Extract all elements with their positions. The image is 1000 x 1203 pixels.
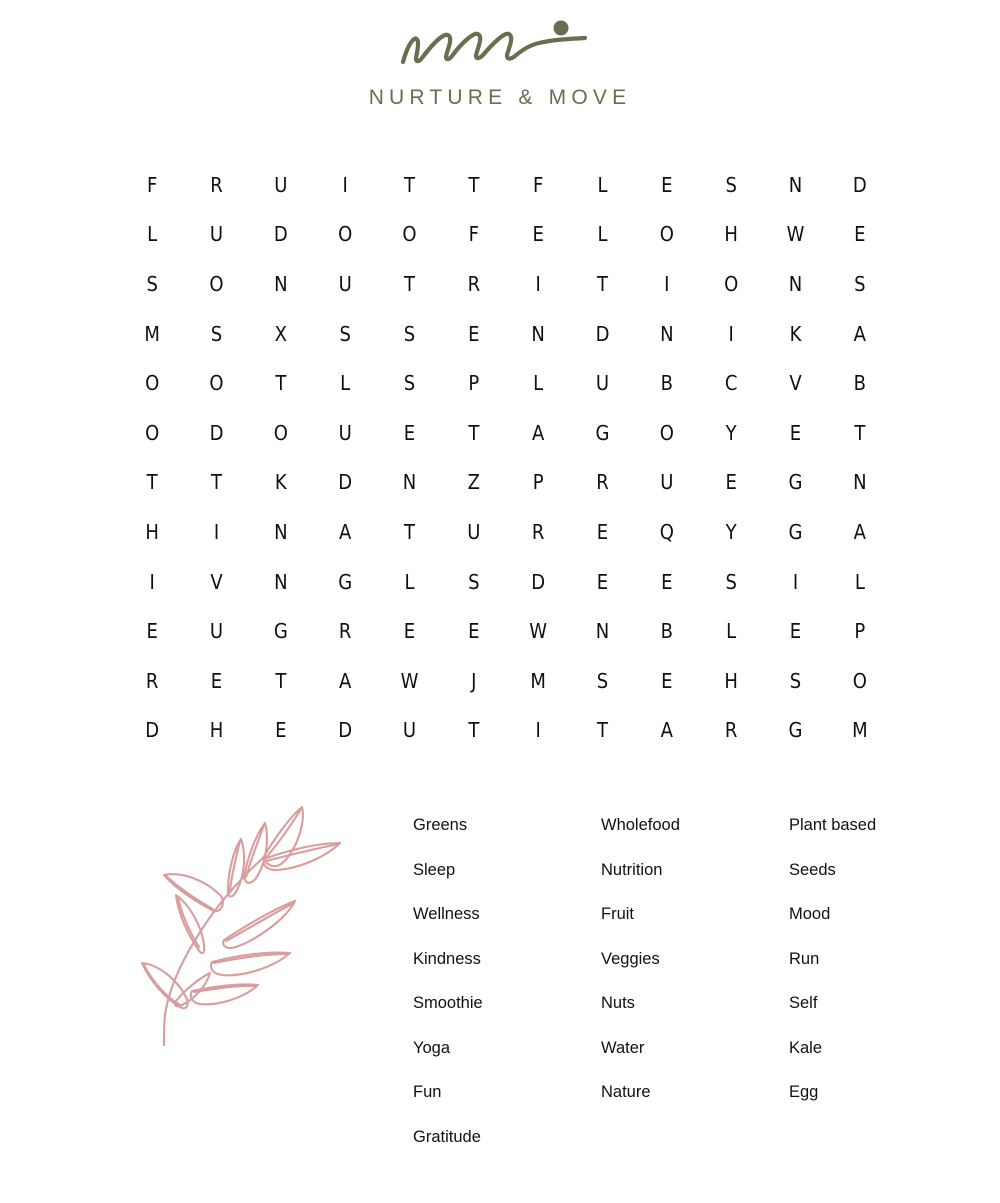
grid-cell-r3-c5[interactable]: T [403,271,415,296]
grid-cell-r7-c6[interactable]: Z [467,470,480,495]
grid-cell-r5-c5[interactable]: S [403,371,416,396]
grid-cell-r5-c9[interactable]: B [660,371,673,396]
grid-cell-r8-c6[interactable]: U [467,519,481,544]
word-list-item[interactable]: Nuts [601,994,635,1012]
grid-cell-r11-c5[interactable]: W [400,668,419,693]
brand-header [0,0,1000,140]
leaf-branch-icon [140,795,355,1050]
grid-cell-r6-c4[interactable]: U [338,420,352,445]
grid-cell-r12-c3[interactable]: E [275,718,287,743]
grid-cell-r6-c2[interactable]: D [209,420,224,445]
grid-cell-r12-c2[interactable]: H [209,718,224,743]
grid-cell-r5-c4[interactable]: L [340,371,351,396]
grid-cell-r4-c6[interactable]: E [468,321,480,346]
grid-cell-r9-c10[interactable]: S [725,569,737,594]
word-list-item[interactable]: Fun [413,1083,442,1101]
grid-cell-r1-c2[interactable]: R [210,172,223,197]
grid-cell-r5-c6[interactable]: P [468,371,480,396]
grid-cell-r12-c10[interactable]: R [724,718,738,743]
grid-cell-r2-c2[interactable]: U [209,222,224,247]
word-list-item[interactable]: Nutrition [601,860,663,879]
grid-cell-r6-c5[interactable]: E [403,420,416,445]
grid-cell-r8-c10[interactable]: Y [725,519,737,544]
word-list-item[interactable]: Greens [413,816,468,834]
grid-cell-r6-c8[interactable]: G [595,420,610,445]
grid-cell-r11-c3[interactable]: T [275,668,287,693]
grid-cell-r3-c8[interactable]: T [596,271,608,296]
grid-cell-r10-c7[interactable]: W [529,619,548,644]
grid-cell-r10-c6[interactable]: E [468,619,480,644]
grid-cell-r2-c1[interactable]: L [147,222,158,247]
grid-cell-r8-c12[interactable]: A [853,519,866,544]
grid-cell-r8-c1[interactable]: H [145,519,159,544]
grid-cell-r9-c2[interactable]: V [210,569,223,594]
grid-cell-r2-c9[interactable]: O [659,222,674,247]
grid-cell-r12-c9[interactable]: A [660,718,673,743]
grid-cell-r3-c6[interactable]: R [467,271,481,296]
grid-cell-r12-c11[interactable]: G [788,718,803,743]
word-list-item[interactable]: Sleep [413,860,456,879]
grid-cell-r6-c12[interactable]: T [854,420,866,445]
grid-cell-r4-c7[interactable]: N [531,321,545,346]
grid-cell-r9-c12[interactable]: L [854,569,865,594]
grid-cell-r9-c7[interactable]: D [531,569,546,594]
grid-cell-r12-c4[interactable]: D [338,718,353,743]
grid-cell-r8-c8[interactable]: E [596,519,609,544]
grid-cell-r1-c1[interactable]: F [146,172,158,197]
grid-cell-r9-c11[interactable]: I [792,569,799,594]
grid-cell-r8-c11[interactable]: G [788,519,803,544]
word-list-item[interactable]: Wholefood [601,816,680,834]
word-list-item[interactable]: Veggies [601,949,660,968]
grid-cell-r8-c2[interactable]: I [213,519,220,544]
word-list-item[interactable]: Kindness [413,949,481,968]
grid-cell-r5-c2[interactable]: O [209,371,224,396]
grid-cell-r10-c5[interactable]: E [403,619,416,644]
grid-cell-r7-c12[interactable]: N [853,470,867,495]
grid-cell-r2-c5[interactable]: O [402,222,417,247]
grid-cell-r4-c4[interactable]: S [339,321,351,346]
grid-cell-r1-c11[interactable]: N [788,172,803,197]
grid-cell-r8-c7[interactable]: R [531,519,545,544]
grid-cell-r4-c1[interactable]: M [144,321,160,346]
grid-cell-r7-c3[interactable]: K [274,470,287,495]
grid-cell-r3-c7[interactable]: I [535,271,541,296]
word-list-item[interactable]: Seeds [789,860,836,879]
grid-cell-r10-c10[interactable]: L [726,619,737,644]
grid-cell-r11-c2[interactable]: E [210,668,223,693]
grid-cell-r6-c3[interactable]: O [273,420,288,445]
word-list-item[interactable]: Fruit [601,905,634,923]
word-list-item[interactable]: Gratitude [413,1127,481,1146]
grid-cell-r4-c2[interactable]: S [210,321,223,346]
grid-cell-r3-c9[interactable]: I [664,271,670,296]
grid-cell-r9-c1[interactable]: I [149,569,155,594]
grid-cell-r7-c8[interactable]: R [596,470,609,495]
grid-cell-r5-c7[interactable]: L [533,371,544,396]
grid-cell-r10-c4[interactable]: R [338,619,352,644]
grid-cell-r11-c11[interactable]: S [789,668,802,693]
grid-cell-r8-c5[interactable]: T [403,519,415,544]
grid-cell-r3-c10[interactable]: O [724,271,739,296]
grid-cell-r10-c12[interactable]: P [854,619,866,644]
nmi-script-monogram-icon [395,18,605,74]
grid-cell-r1-c3[interactable]: U [274,172,288,197]
grid-cell-r1-c7[interactable]: F [532,172,544,197]
grid-cell-r11-c7[interactable]: M [530,668,546,693]
word-search-grid [120,160,892,755]
grid-cell-r6-c6[interactable]: T [468,420,480,445]
grid-cell-r5-c1[interactable]: O [145,371,160,396]
grid-cell-r6-c9[interactable]: O [659,420,674,445]
grid-cell-r1-c5[interactable]: T [403,172,415,197]
grid-cell-r12-c6[interactable]: T [468,718,480,743]
grid-cell-r11-c4[interactable]: A [339,668,352,693]
grid-cell-r7-c9[interactable]: U [660,470,674,495]
grid-cell-r6-c10[interactable]: Y [725,420,737,445]
grid-cell-r5-c8[interactable]: U [595,371,610,396]
grid-cell-r7-c5[interactable]: N [402,470,417,495]
grid-cell-r3-c11[interactable]: N [788,271,803,296]
word-list-item[interactable]: Smoothie [413,994,483,1012]
grid-cell-r4-c8[interactable]: D [595,321,610,346]
word-list-item[interactable]: Yoga [413,1038,451,1057]
word-column-2 [601,803,789,1159]
grid-cell-r2-c12[interactable]: E [854,222,866,247]
word-list-item[interactable]: Mood [789,905,831,923]
grid-cell-r2-c10[interactable]: H [724,222,738,247]
grid-cell-r11-c6[interactable]: J [471,668,477,693]
grid-cell-r3-c1[interactable]: S [146,271,158,296]
grid-cell-r12-c5[interactable]: U [402,718,417,743]
grid-cell-r3-c12[interactable]: S [854,271,866,296]
grid-cell-r12-c7[interactable]: I [535,718,541,743]
grid-cell-r2-c4[interactable]: O [338,222,353,247]
grid-cell-r1-c4[interactable]: I [342,172,348,197]
word-list-item[interactable]: Plant based [789,816,877,834]
grid-cell-r7-c7[interactable]: P [532,470,544,495]
grid-cell-r2-c3[interactable]: D [273,222,288,247]
grid-cell-r1-c9[interactable]: E [661,172,673,197]
grid-cell-r10-c2[interactable]: U [209,619,224,644]
grid-cell-r10-c8[interactable]: N [595,619,610,644]
grid-cell-r11-c1[interactable]: R [145,668,159,693]
word-list [413,803,973,1159]
grid-cell-r4-c3[interactable]: X [274,321,287,346]
word-list-item[interactable]: Nature [601,1083,651,1101]
grid-cell-r7-c10[interactable]: E [725,470,737,495]
grid-cell-r4-c11[interactable]: K [789,321,802,346]
grid-cell-r1-c12[interactable]: D [852,172,867,197]
grid-cell-r1-c10[interactable]: S [725,172,737,197]
grid-cell-r9-c6[interactable]: S [468,569,480,594]
grid-cell-r2-c11[interactable]: W [786,222,805,247]
brand-wordmark: NURTURE & MOVE [368,86,632,109]
grid-cell-r5-c11[interactable]: V [789,371,802,396]
grid-cell-r8-c4[interactable]: A [339,519,352,544]
grid-cell-r6-c7[interactable]: A [532,420,545,445]
grid-cell-r6-c1[interactable]: O [145,420,160,445]
grid-cell-r3-c4[interactable]: U [338,271,352,296]
grid-cell-r8-c3[interactable]: N [274,519,288,544]
grid-cell-r10-c9[interactable]: B [660,619,673,644]
grid-cell-r5-c3[interactable]: T [275,371,287,396]
grid-cell-r9-c9[interactable]: E [661,569,673,594]
grid-cell-r2-c8[interactable]: L [597,222,608,247]
word-list-item[interactable]: Water [601,1038,645,1057]
word-column-1 [413,803,601,1159]
grid-cell-r3-c3[interactable]: N [274,271,288,296]
grid-cell-r10-c3[interactable]: G [273,619,288,644]
grid-cell-r6-c11[interactable]: E [789,420,802,445]
bottom-section [0,785,1000,1155]
grid-cell-r11-c9[interactable]: E [661,668,673,693]
grid-cell-r7-c4[interactable]: D [338,470,353,495]
grid-cell-r9-c3[interactable]: N [274,569,288,594]
grid-cell-r4-c12[interactable]: A [853,321,866,346]
word-list-item[interactable]: Run [789,949,820,968]
word-column-3 [789,803,973,1159]
grid-cell-r5-c12[interactable]: B [853,371,866,396]
grid-cell-r12-c1[interactable]: D [145,718,160,743]
grid-cell-r9-c5[interactable]: L [404,569,415,594]
word-list-item[interactable]: Kale [789,1038,823,1057]
grid-cell-r11-c12[interactable]: O [852,668,867,693]
grid-cell-r4-c10[interactable]: I [728,321,734,346]
word-list-item[interactable]: Egg [789,1083,819,1101]
grid-cell-r4-c9[interactable]: N [660,321,674,346]
grid-cell-r9-c8[interactable]: E [596,569,609,594]
grid-cell-r11-c10[interactable]: H [724,668,738,693]
grid-cell-r7-c1[interactable]: T [146,470,158,495]
grid-cell-r5-c10[interactable]: C [724,371,738,396]
grid-cell-r2-c6[interactable]: F [468,222,479,247]
grid-cell-r11-c8[interactable]: S [596,668,609,693]
grid-cell-r10-c11[interactable]: E [789,619,802,644]
grid-cell-r7-c11[interactable]: G [788,470,803,495]
grid-cell-r12-c8[interactable]: T [596,718,608,743]
grid-cell-r4-c5[interactable]: S [403,321,416,346]
grid-cell-r7-c2[interactable]: T [210,470,222,495]
grid-cell-r3-c2[interactable]: O [209,271,224,296]
grid-cell-r9-c4[interactable]: G [338,569,353,594]
grid-cell-r8-c9[interactable]: Q [659,519,674,544]
grid-cell-r10-c1[interactable]: E [146,619,158,644]
grid-cell-r1-c6[interactable]: T [468,172,480,197]
grid-cell-r2-c7[interactable]: E [532,222,544,247]
grid-cell-r1-c8[interactable]: L [597,172,608,197]
word-list-item[interactable]: Self [789,994,818,1012]
grid-cell-r12-c12[interactable]: M [852,718,868,743]
word-list-item[interactable]: Wellness [413,905,480,923]
